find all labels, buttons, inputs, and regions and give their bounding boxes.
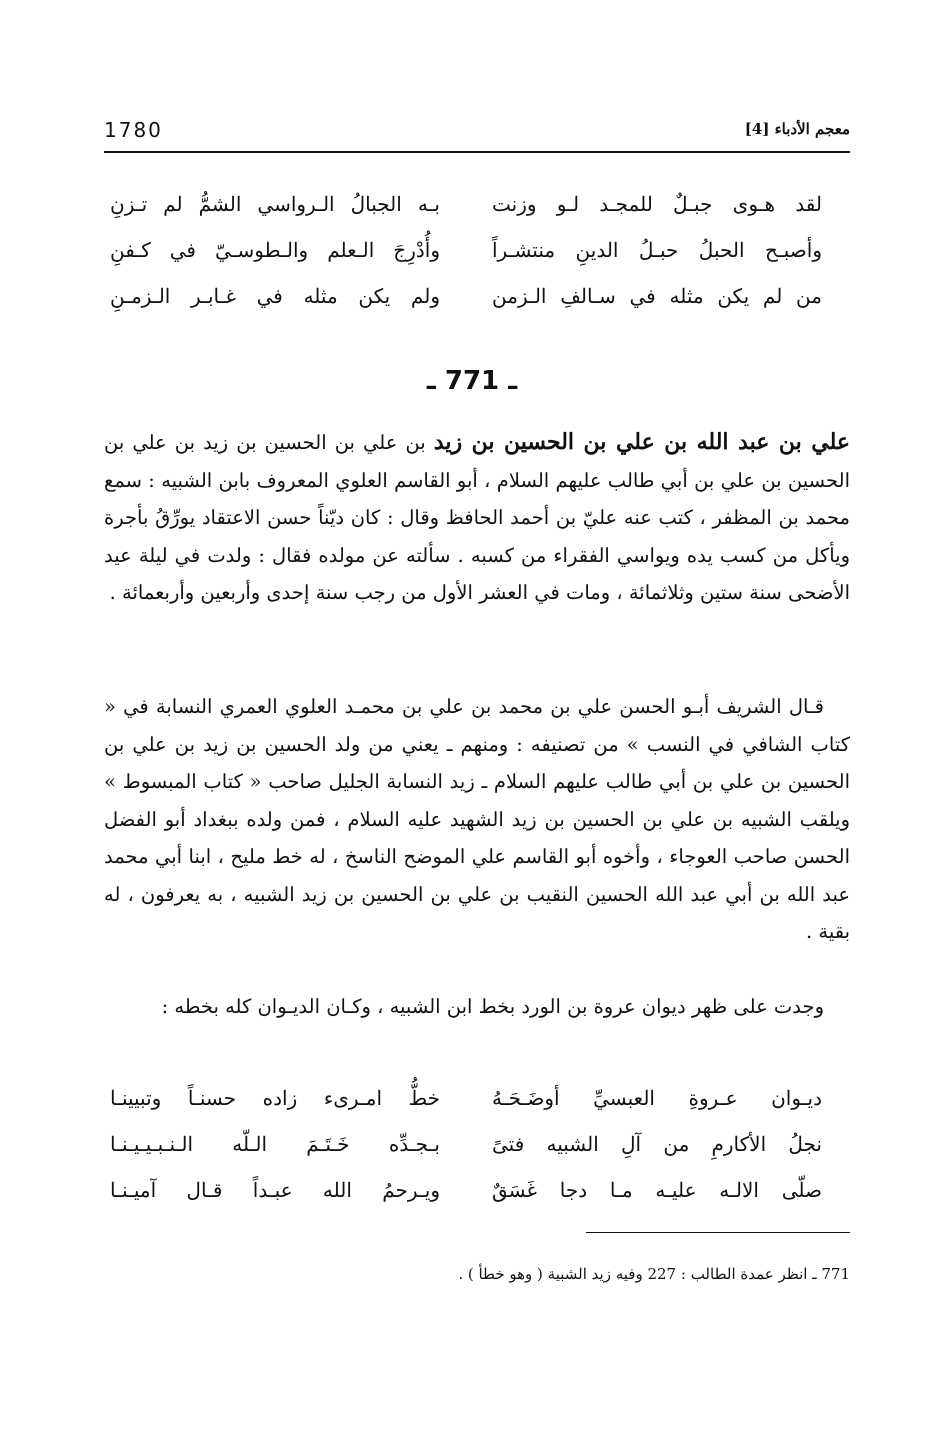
poem-verse [110,276,822,322]
running-title: معجم الأدباء [4] [744,120,850,138]
verse-first-hemistich: نجلُ الأكارمِ من آلِ الشبيه فتىً [492,1132,822,1156]
opening-poem [110,184,822,322]
footnote: 771 ـ انظر عمدة الطالب : 227 وفيه زيد الشبية ( وهو خطأ ) . [458,1265,850,1283]
poem-verse [110,1170,822,1216]
verse-second-hemistich: ويـرحمُ الله عبـداً قـال آميـنـا [110,1178,440,1202]
entry-biography-paragraph [104,424,850,612]
verse-second-hemistich: خطُّ امـرىء زاده حسنـاً وتبيينـا [110,1086,440,1110]
verse-second-hemistich: وأُدْرِجَ الـعلم والـطوسـيّ في كـفنِ [110,238,440,262]
entry-number: ـ 771 ـ [426,366,518,396]
page-header [104,112,850,148]
verse-first-hemistich: لقد هـوى جبـلٌ للمجـد لـو وزنت [492,192,822,216]
genealogy-paragraph: قـال الشريف أبـو الحسن علي بن محمد بن علي بن محمـد العلوي العمري النسابة في « كتاب الشافي في النسب » من تصنيفه : ومنهم ـ يعني من ولد الحسين بن زيد بن علي بن الحسين بن علي بن أبي طالب عليهم السلام ـ زيد النسابة الجليل صاحب « كتاب المبسوط » ويلقب الشبيه بن علي بن الحسين بن زيد الشهيد عليه السلام ، فمن ولده ببغداد أبو الفضل الحسن صاحب العوجاء ، وأخوه أبو القاسم علي الموضح الناسخ ، له خط مليح ، ابنا أبي محمد عبد الله بن أبي عبد الله الحسين النقيب بن علي بن الحسين بن زيد الشبيه ، به يعرفون ، له بقية . [104,695,850,943]
verse-first-hemistich: صلّى الالـه عليـه مـا دجا غَسَقٌ [492,1178,822,1202]
diwan-paragraph: وجدت على ظهر ديوان عروة بن الورد بخط ابن الشبيه ، وكـان الديـوان كله بخطه : [161,995,824,1018]
verse-second-hemistich: بـه الجبالُ الـرواسي الشمُّ لم تـزنِ [110,192,440,216]
biography-text: بن علي بن الحسين بن زيد بن علي بن الحسين بن علي بن أبي طالب عليهم السلام ، أبو القاسم العلوي المعروف بابن الشبيه : سمع محمد بن المظفر ، كتب عنه عليّ بن أحمد الحافظ وقال : كان ديّناً حسن الاعتقاد يورِّقُ بأجرة ويأكل من كسب يده ويواسي الفقراء من كسبه . سألته عن مولده فقال : ولدت في ليلة عيد الأضحى سنة ستين وثلاثمائة ، ومات في العشر الأول من رجب سنة إحدى وأربعين وأربعمائة . [104,431,850,604]
verse-second-hemistich: ولم يكن مثله في غـابـر الـزمـنِ [110,284,440,308]
poem-verse [110,1078,822,1124]
verse-first-hemistich: من لم يكن مثله في سـالفِ الـزمن [492,284,822,308]
poem-verse [110,230,822,276]
diwan-poem [110,1078,822,1216]
verse-first-hemistich: ديـوان عـروةِ العبسيِّ أوضَـحَـهُ [492,1086,822,1110]
verse-first-hemistich: وأصبـح الحبلُ حبـلُ الدينِ منتشـراً [492,238,822,262]
poem-verse [110,184,822,230]
footnote-divider [586,1232,850,1233]
header-divider [104,151,850,153]
verse-second-hemistich: بـجـدِّه خَـتَـمَ الـلّه الـنـبـيـيـنـا [110,1132,440,1156]
entry-name: علي بن عبد الله بن علي بن الحسين بن زيد [433,429,851,455]
page-number: 1780 [104,118,163,142]
poem-verse [110,1124,822,1170]
